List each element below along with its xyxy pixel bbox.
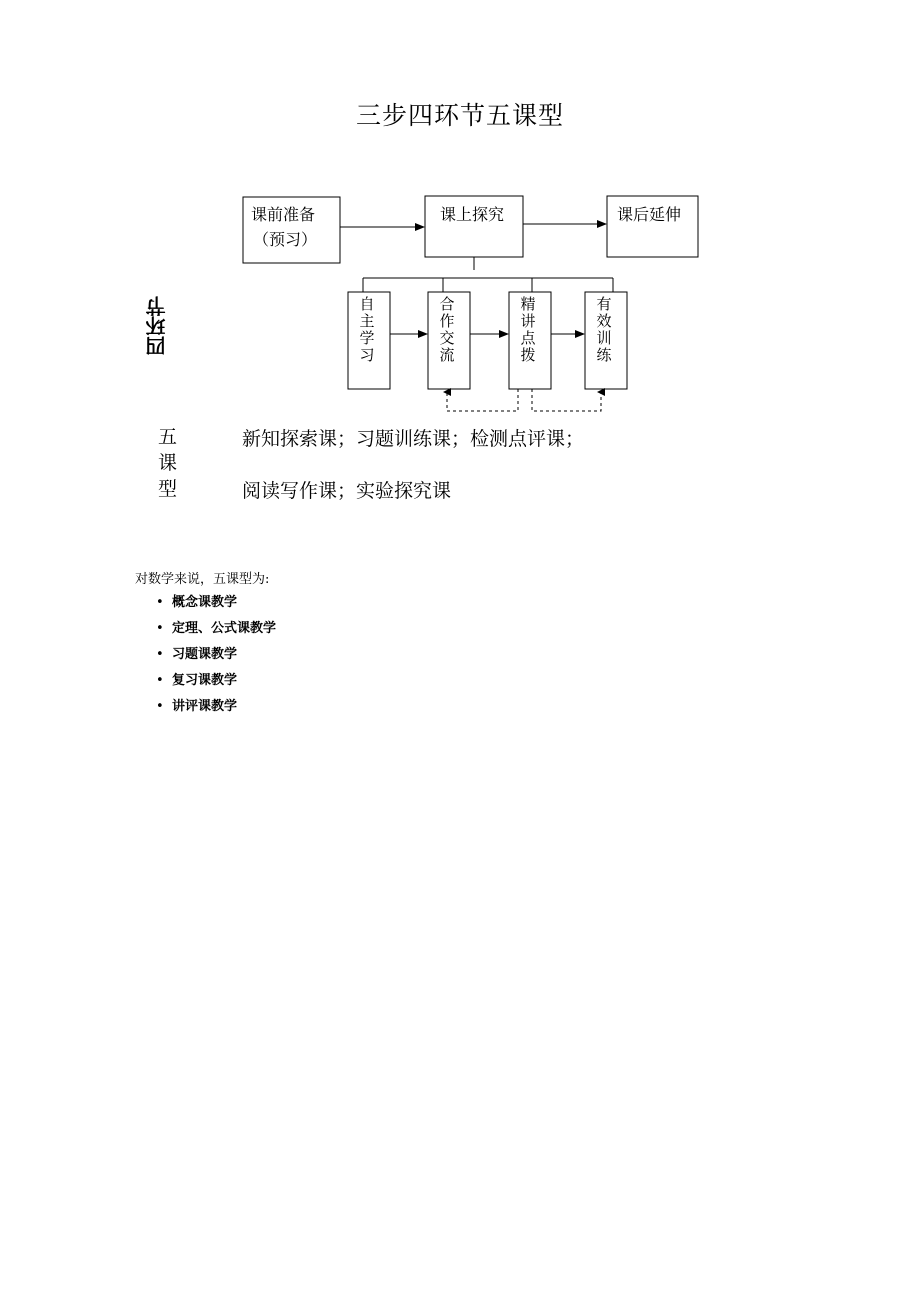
five-types-label <box>158 424 182 502</box>
step-after-label: 课后延伸 <box>617 205 682 224</box>
feedback-loop-left <box>447 389 518 411</box>
five-types-char-3: 型 <box>158 478 178 500</box>
bullet-icon: • <box>156 699 164 714</box>
list-item-label: 概念课教学 <box>172 595 238 610</box>
list-item <box>156 616 276 642</box>
list-item-label: 习题课教学 <box>172 647 238 662</box>
four-links-label: 四环节 <box>145 296 169 356</box>
list-item <box>156 668 276 694</box>
list-item <box>156 642 276 668</box>
five-types-line-2: 阅读写作课；实验探究课 <box>242 480 452 502</box>
list-item-label: 复习课教学 <box>172 673 238 688</box>
step-class-label: 课上探究 <box>440 205 505 224</box>
math-types-list <box>156 590 276 720</box>
step-prep-sub: （预习） <box>253 230 318 249</box>
link-2-label: 合作交流 <box>439 296 455 364</box>
page-title: 三步四环节五课型 <box>355 101 564 130</box>
bullet-icon: • <box>156 647 164 662</box>
list-item <box>156 590 276 616</box>
list-item <box>156 694 276 720</box>
math-intro: 对数学来说，五课型为: <box>135 572 270 587</box>
step-prep-label: 课前准备 <box>251 205 316 224</box>
five-types-line-1: 新知探索课；习题训练课；检测点评课； <box>242 428 585 450</box>
five-types-char-2: 课 <box>158 452 178 474</box>
bullet-icon: • <box>156 673 164 688</box>
link-3-label: 精讲点拨 <box>520 296 536 364</box>
feedback-loop-right <box>532 389 601 411</box>
link-1-label: 自主学习 <box>359 296 375 364</box>
flow-diagram <box>0 0 920 430</box>
five-types-char-1: 五 <box>158 426 178 448</box>
bullet-icon: • <box>156 621 164 636</box>
link-4-label: 有效训练 <box>596 296 612 364</box>
bullet-icon: • <box>156 595 164 610</box>
list-item-label: 讲评课教学 <box>172 699 238 714</box>
list-item-label: 定理、公式课教学 <box>172 621 277 636</box>
